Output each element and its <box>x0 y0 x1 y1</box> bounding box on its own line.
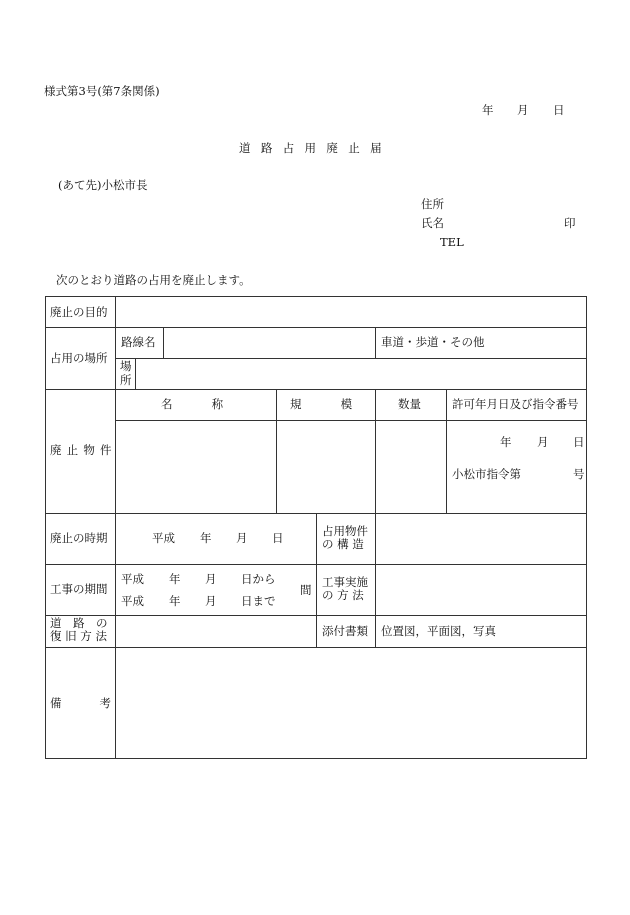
grid-line <box>316 513 317 647</box>
remarks-label: 備考 <box>50 696 149 710</box>
objects-label: 廃止物件 <box>50 443 117 457</box>
method-label-line2: の 方 法 <box>322 588 364 603</box>
permit-day-label: 日 <box>573 435 585 449</box>
addressee: (あて先)小松市長 <box>58 178 148 192</box>
restore-label <box>50 617 108 643</box>
date-year-label: 年 <box>482 103 494 117</box>
place-field[interactable] <box>136 359 586 388</box>
route-name-field[interactable] <box>164 328 374 357</box>
restore-label-line2: 復 旧 方 法 <box>50 629 107 644</box>
place-label-top: 場 <box>120 359 132 373</box>
time-year: 年 <box>200 531 212 545</box>
col-name-header: 名称 <box>161 397 263 411</box>
time-era: 平成 <box>152 531 175 545</box>
col-scale-header: 規模 <box>290 397 392 411</box>
name-label: 氏名 <box>421 216 444 230</box>
tel-label: TEL <box>440 235 464 249</box>
grid-line <box>45 389 587 390</box>
method-label-line1: 工事実施 <box>322 575 368 589</box>
date-day-label: 日 <box>553 103 565 117</box>
structure-label <box>322 525 368 551</box>
structure-field[interactable] <box>376 514 586 563</box>
grid-line <box>446 389 447 513</box>
restore-field[interactable] <box>116 616 315 646</box>
time-label: 廃止の時期 <box>50 531 108 545</box>
purpose-label: 廃止の目的 <box>50 305 108 319</box>
structure-label-line2: の 構 造 <box>322 537 364 552</box>
time-day: 日 <box>272 531 284 545</box>
work-start-day: 日から <box>241 572 276 586</box>
work-end-month: 月 <box>205 594 217 608</box>
purpose-field[interactable] <box>116 297 586 326</box>
intro-text: 次のとおり道路の占用を廃止します。 <box>56 273 251 287</box>
grid-line <box>375 327 376 358</box>
object-name-field[interactable] <box>116 421 275 512</box>
form-number: 様式第3号(第7条関係) <box>44 84 160 98</box>
date-month-label: 月 <box>517 103 529 117</box>
col-permit-header: 許可年月日及び指令番号 <box>452 397 579 411</box>
object-scale-field[interactable] <box>277 421 374 512</box>
place-label-bottom: 所 <box>120 373 132 387</box>
structure-label-line1: 占用物件 <box>322 524 368 538</box>
document-title: 道路占用廃止届 <box>239 141 392 155</box>
location-label: 占用の場所 <box>50 351 108 365</box>
work-start-era: 平成 <box>121 572 144 586</box>
road-part-options[interactable]: 車道・歩道・その他 <box>381 335 485 349</box>
attachments-label: 添付書類 <box>322 624 368 638</box>
restore-label-line1: 道 路 の <box>50 616 108 630</box>
work-start-year: 年 <box>169 572 181 586</box>
directive-prefix: 小松市指令第 <box>452 467 521 481</box>
work-end-era: 平成 <box>121 594 144 608</box>
work-end-year: 年 <box>169 594 181 608</box>
time-month: 月 <box>236 531 248 545</box>
seal-label: 印 <box>564 216 576 230</box>
method-label <box>322 576 368 602</box>
permit-year-label: 年 <box>500 435 512 449</box>
route-name-label: 路線名 <box>121 335 156 349</box>
permit-month-label: 月 <box>537 435 549 449</box>
directive-suffix: 号 <box>573 467 585 481</box>
work-start-month: 月 <box>205 572 217 586</box>
col-quantity-header: 数量 <box>398 397 421 411</box>
work-between: 間 <box>300 583 312 597</box>
object-quantity-field[interactable] <box>376 421 445 512</box>
attachments-value: 位置図，平面図，写真 <box>381 624 496 638</box>
address-label: 住所 <box>421 197 444 211</box>
work-period-label: 工事の期間 <box>50 582 108 596</box>
method-field[interactable] <box>376 565 586 614</box>
work-end-day: 日まで <box>241 594 276 608</box>
remarks-field[interactable] <box>116 648 586 758</box>
